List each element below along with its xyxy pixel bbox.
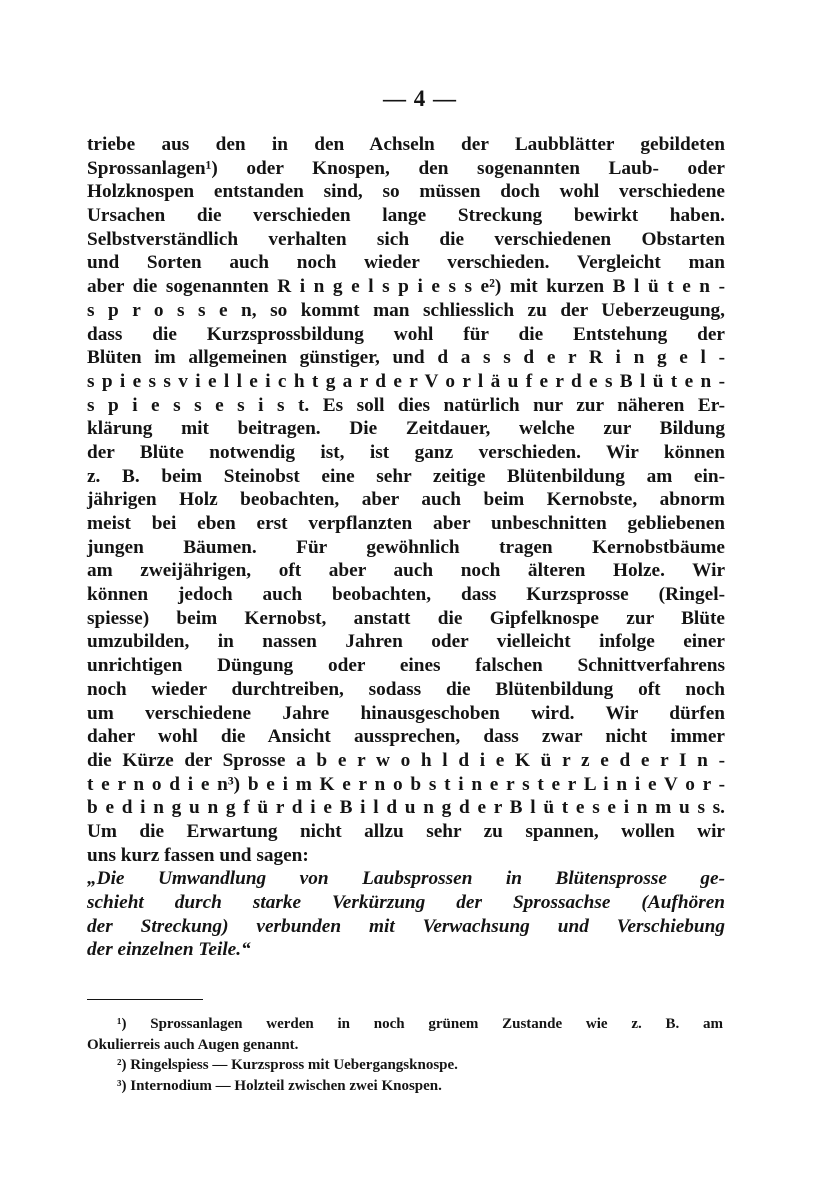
text-line: dass die Kurzsprossbildung wohl für die Entstehung der [87,323,725,345]
text-line: spiesse) beim Kernobst, anstatt die Gipfelknospe zur Blüte [87,607,725,629]
text-line: der Blüte notwendig ist, ist ganz verschieden. Wir können [87,441,725,463]
text-line: Ursachen die verschieden lange Streckung bewirkt haben. [87,205,725,227]
text-line: Blüten im allgemeinen günstiger, und d a s s d e r R i n g e l - [87,347,725,369]
text-line: meist bei eben erst verpflanzten aber unbeschnitten gebliebenen [87,513,725,534]
footnotes [87,1014,723,1096]
quote-line: „Die Umwandlung von Laubsprossen in Blütensprosse ge- [87,868,725,890]
text-line: s p i e s s e s i s t. Es soll dies natürlich nur zur näheren Er- [87,394,725,416]
body-text [87,133,725,962]
text-line: b e d i n g u n g f ü r d i e B i l d u n g d e r B l ü t e s e i n m u s s. [87,797,725,819]
quote-line: der einzelnen Teile.“ [87,939,251,961]
text-line: am zweijährigen, oft aber auch noch älteren Holze. Wir [87,560,725,582]
text-line: Selbstverständlich verhalten sich die verschiedenen Obstarten [87,228,725,250]
text-line: klärung mit beitragen. Die Zeitdauer, welche zur Bildung [87,418,725,440]
text-line: Sprossanlagen¹) oder Knospen, den sogenannten Laub- oder [87,157,725,179]
text-line: Um die Erwartung nicht allzu sehr zu spannen, wollen wir [87,820,725,842]
text-line: unrichtigen Düngung oder eines falschen Schnittverfahrens [87,655,725,677]
page-number: — 4 — [383,86,457,111]
text-line: uns kurz fassen und sagen: [87,844,309,866]
footnote-line: ³) Internodium — Holzteil zwischen zwei Knospen. [117,1077,442,1094]
footnote-line: Okulierreis auch Augen genannt. [87,1036,299,1053]
text-line: triebe aus den in den Achseln der Laubblätter gebildeten [87,134,725,155]
text-line: jungen Bäumen. Für gewöhnlich tragen Kernobstbäume [87,536,725,558]
text-line: Holzknospen entstanden sind, so müssen doch wohl verschiedene [87,181,725,203]
text-line: um verschiedene Jahre hinausgeschoben wird. Wir dürfen [87,702,725,724]
text-line: und Sorten auch noch wieder verschieden. Vergleicht man [87,252,725,274]
text-line: t e r n o d i e n³) b e i m K e r n o b s t i n e r s t e r L i n i e V o r - [87,773,725,795]
footnote-divider [87,999,203,1000]
text-line: aber die sogenannten R i n g e l s p i e s s e²) mit kurzen B l ü t e n - [87,276,725,298]
footnote-line: ²) Ringelspiess — Kurzspross mit Uebergangsknospe. [117,1057,458,1073]
text-line: umzubilden, in nassen Jahren oder vielleicht infolge einer [87,631,725,653]
quote-line: schieht durch starke Verkürzung der Sprossachse (Aufhören [87,892,725,913]
text-line: z. B. beim Steinobst eine sehr zeitige Blütenbildung am ein- [87,465,725,487]
text-line: die Kürze der Sprosse a b e r w o h l d i e K ü r z e d e r I n - [87,749,725,771]
text-line: s p i e s s v i e l l e i c h t g a r d e r V o r l ä u f e r d e s B l ü t e n - [87,370,725,392]
footnote-line: ¹) Sprossanlagen werden in noch grünem Zustande wie z. B. am [117,1016,723,1032]
text-line: können jedoch auch beobachten, dass Kurzsprosse (Ringel- [87,584,725,606]
text-line: jährigen Holz beobachten, aber auch beim Kernobste, abnorm [87,489,725,511]
text-line: s p r o s s e n, so kommt man schliesslich zu der Ueberzeugung, [87,299,725,321]
quote-block [87,867,725,962]
text-line: daher wohl die Ansicht aussprechen, dass zwar nicht immer [87,726,725,748]
text-line: noch wieder durchtreiben, sodass die Blütenbildung oft noch [87,678,725,700]
quote-line: der Streckung) verbunden mit Verwachsung und Verschiebung [87,915,725,937]
